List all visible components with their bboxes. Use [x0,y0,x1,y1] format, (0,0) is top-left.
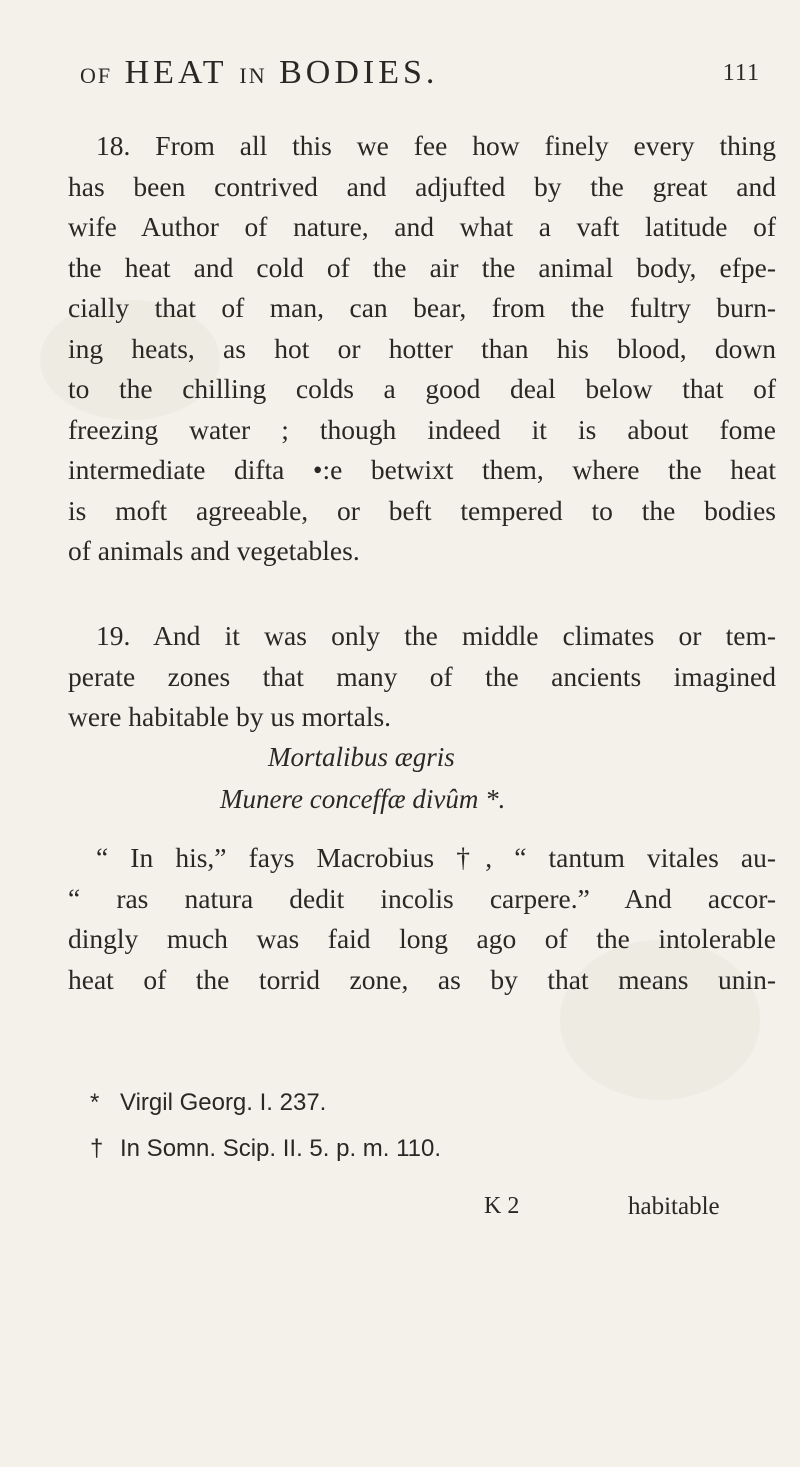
text-line: freezing water ; though indeed it is about fome [68,413,776,445]
running-title-bodies: BODIES. [279,54,439,91]
signature-mark: K 2 [484,1193,520,1219]
verse-line: Munere conceffæ divûm *. [220,784,506,814]
text-line: has been contrived and adjufted by the great and [68,170,776,202]
running-title-of: OF [80,63,113,88]
footnote-text: In Somn. Scip. II. 5. p. m. 110. [120,1135,442,1162]
text-line: heat of the torrid zone, as by that means unin- [68,963,776,995]
text-line: “ ras natura dedit incolis carpere.” And accor- [68,882,776,914]
latin-verse [0,736,800,826]
footnote-text: Virgil Georg. I. 237. [120,1089,327,1116]
paragraph-19 [68,616,776,738]
text-line: dingly much was faid long ago of the intolerable [68,923,776,954]
running-title-in: IN [239,63,267,88]
text-line: perate zones that many of the ancients imagined [68,660,776,692]
running-head [80,34,760,94]
text-line: the heat and cold of the air the animal body, efpe- [68,251,776,283]
text-line: 19. And it was only the middle climates or tem- [96,620,776,651]
text-line: cially that of man, can bear, from the fultry burn- [68,292,776,323]
text-line: “ In his,” fays Macrobius †, “ tantum vitales au- [96,842,776,873]
text-line: of animals and vegetables. [68,535,360,566]
text-line: 18. From all this we fee how finely every thing [96,130,776,161]
catchword: habitable [628,1193,720,1220]
text-line: to the chilling colds a good deal below that of [68,373,776,404]
page-number: 111 [722,60,760,86]
footnote [90,1080,790,1126]
text-line: ing heats, as hot or hotter than his blood, down [68,332,776,364]
paragraph-18 [68,126,776,572]
running-title [80,54,438,92]
verse-line: Mortalibus ægris [268,742,455,772]
text-line: wife Author of nature, and what a vaft latitude of [68,211,776,242]
text-line: is moft agreeable, or beft tempered to the bodies [68,494,776,526]
text-line: were habitable by us mortals. [68,701,392,732]
text-line: intermediate difta •:e betwixt them, where the heat [68,454,776,485]
footnote-mark: * [90,1089,100,1116]
macrobius-quote [68,838,776,1000]
footnote-mark: † [90,1135,104,1162]
running-title-heat: HEAT [124,54,227,91]
footnote [90,1126,790,1172]
footnotes [90,1080,790,1172]
